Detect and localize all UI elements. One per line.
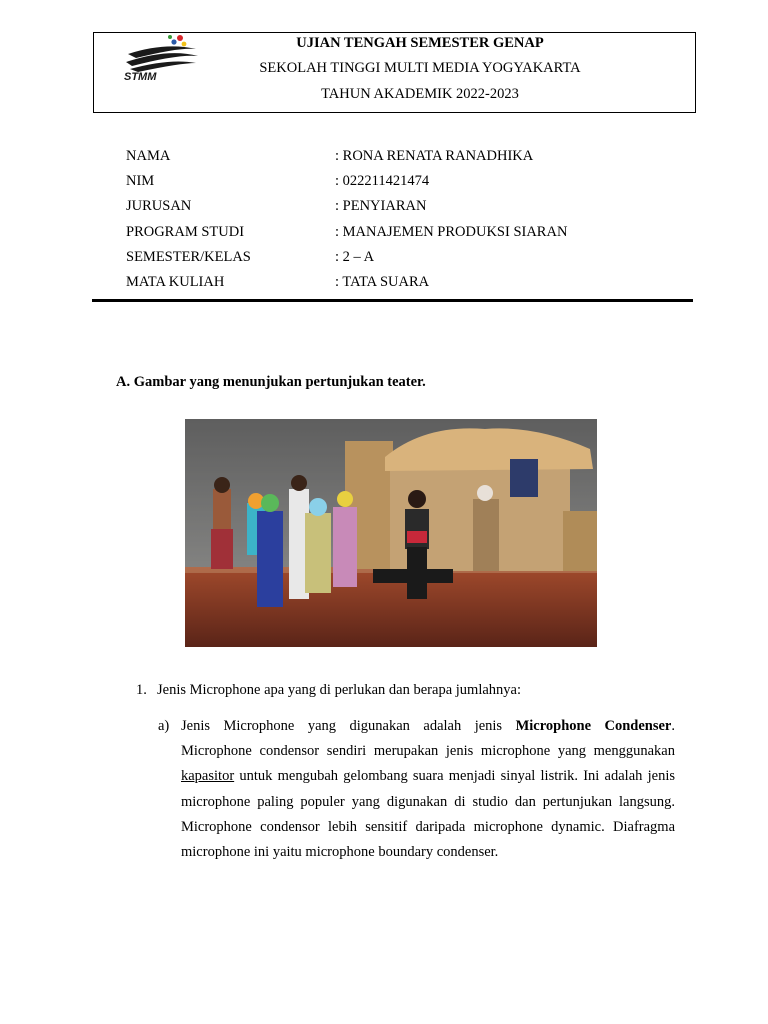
info-value: : TATA SUARA (335, 273, 430, 290)
info-value: : 022211421474 (335, 173, 430, 190)
theater-photo (185, 419, 597, 647)
answer-paragraph (181, 714, 675, 865)
answer-text: untuk mengubah gelombang suara menjadi sinyal listrik. Ini adalah jenis microphone paling populer yang digunakan di studio dan pertunjukan langsung. Microphone condensor lebih sensitif daripada microphone dynamic. Diafragma microphone ini yaitu microphone boundary condenser. (181, 768, 675, 861)
answer-marker: a) (158, 718, 170, 734)
question-text: Jenis Microphone apa yang di perlukan dan berapa jumlahnya: (157, 682, 521, 698)
answer-underlined-term: kapasitor (181, 768, 235, 785)
institution-name: SEKOLAH TINGGI MULTI MEDIA YOGYAKARTA (259, 60, 581, 76)
section-a-title: A. Gambar yang menunjukan pertunjukan teater. (116, 374, 426, 390)
info-value: : RONA RENATA RANADHIKA (335, 148, 534, 164)
exam-title: UJIAN TENGAH SEMESTER GENAP (296, 35, 544, 51)
answer-bold-term: Microphone Condenser (515, 718, 672, 734)
logo-text: STMM (124, 71, 157, 83)
info-label: SEMESTER/KELAS (126, 248, 251, 265)
question-number: 1. (136, 682, 147, 698)
divider-rule (92, 299, 693, 302)
info-label: NIM (126, 173, 155, 190)
answer-text: Jenis Microphone yang digunakan adalah jenis (181, 718, 516, 734)
academic-year: TAHUN AKADEMIK 2022-2023 (321, 86, 519, 102)
info-label: MATA KULIAH (126, 273, 225, 290)
info-label: JURUSAN (126, 198, 192, 215)
info-label: NAMA (126, 148, 171, 164)
info-value: : PENYIARAN (335, 198, 427, 215)
info-label: PROGRAM STUDI (126, 223, 245, 240)
info-value: : MANAJEMEN PRODUKSI SIARAN (335, 223, 568, 240)
info-value: : 2 – A (335, 248, 375, 265)
answer-text: . Microphone condensor sendiri merupakan jenis microphone yang menggunakan (181, 718, 675, 760)
